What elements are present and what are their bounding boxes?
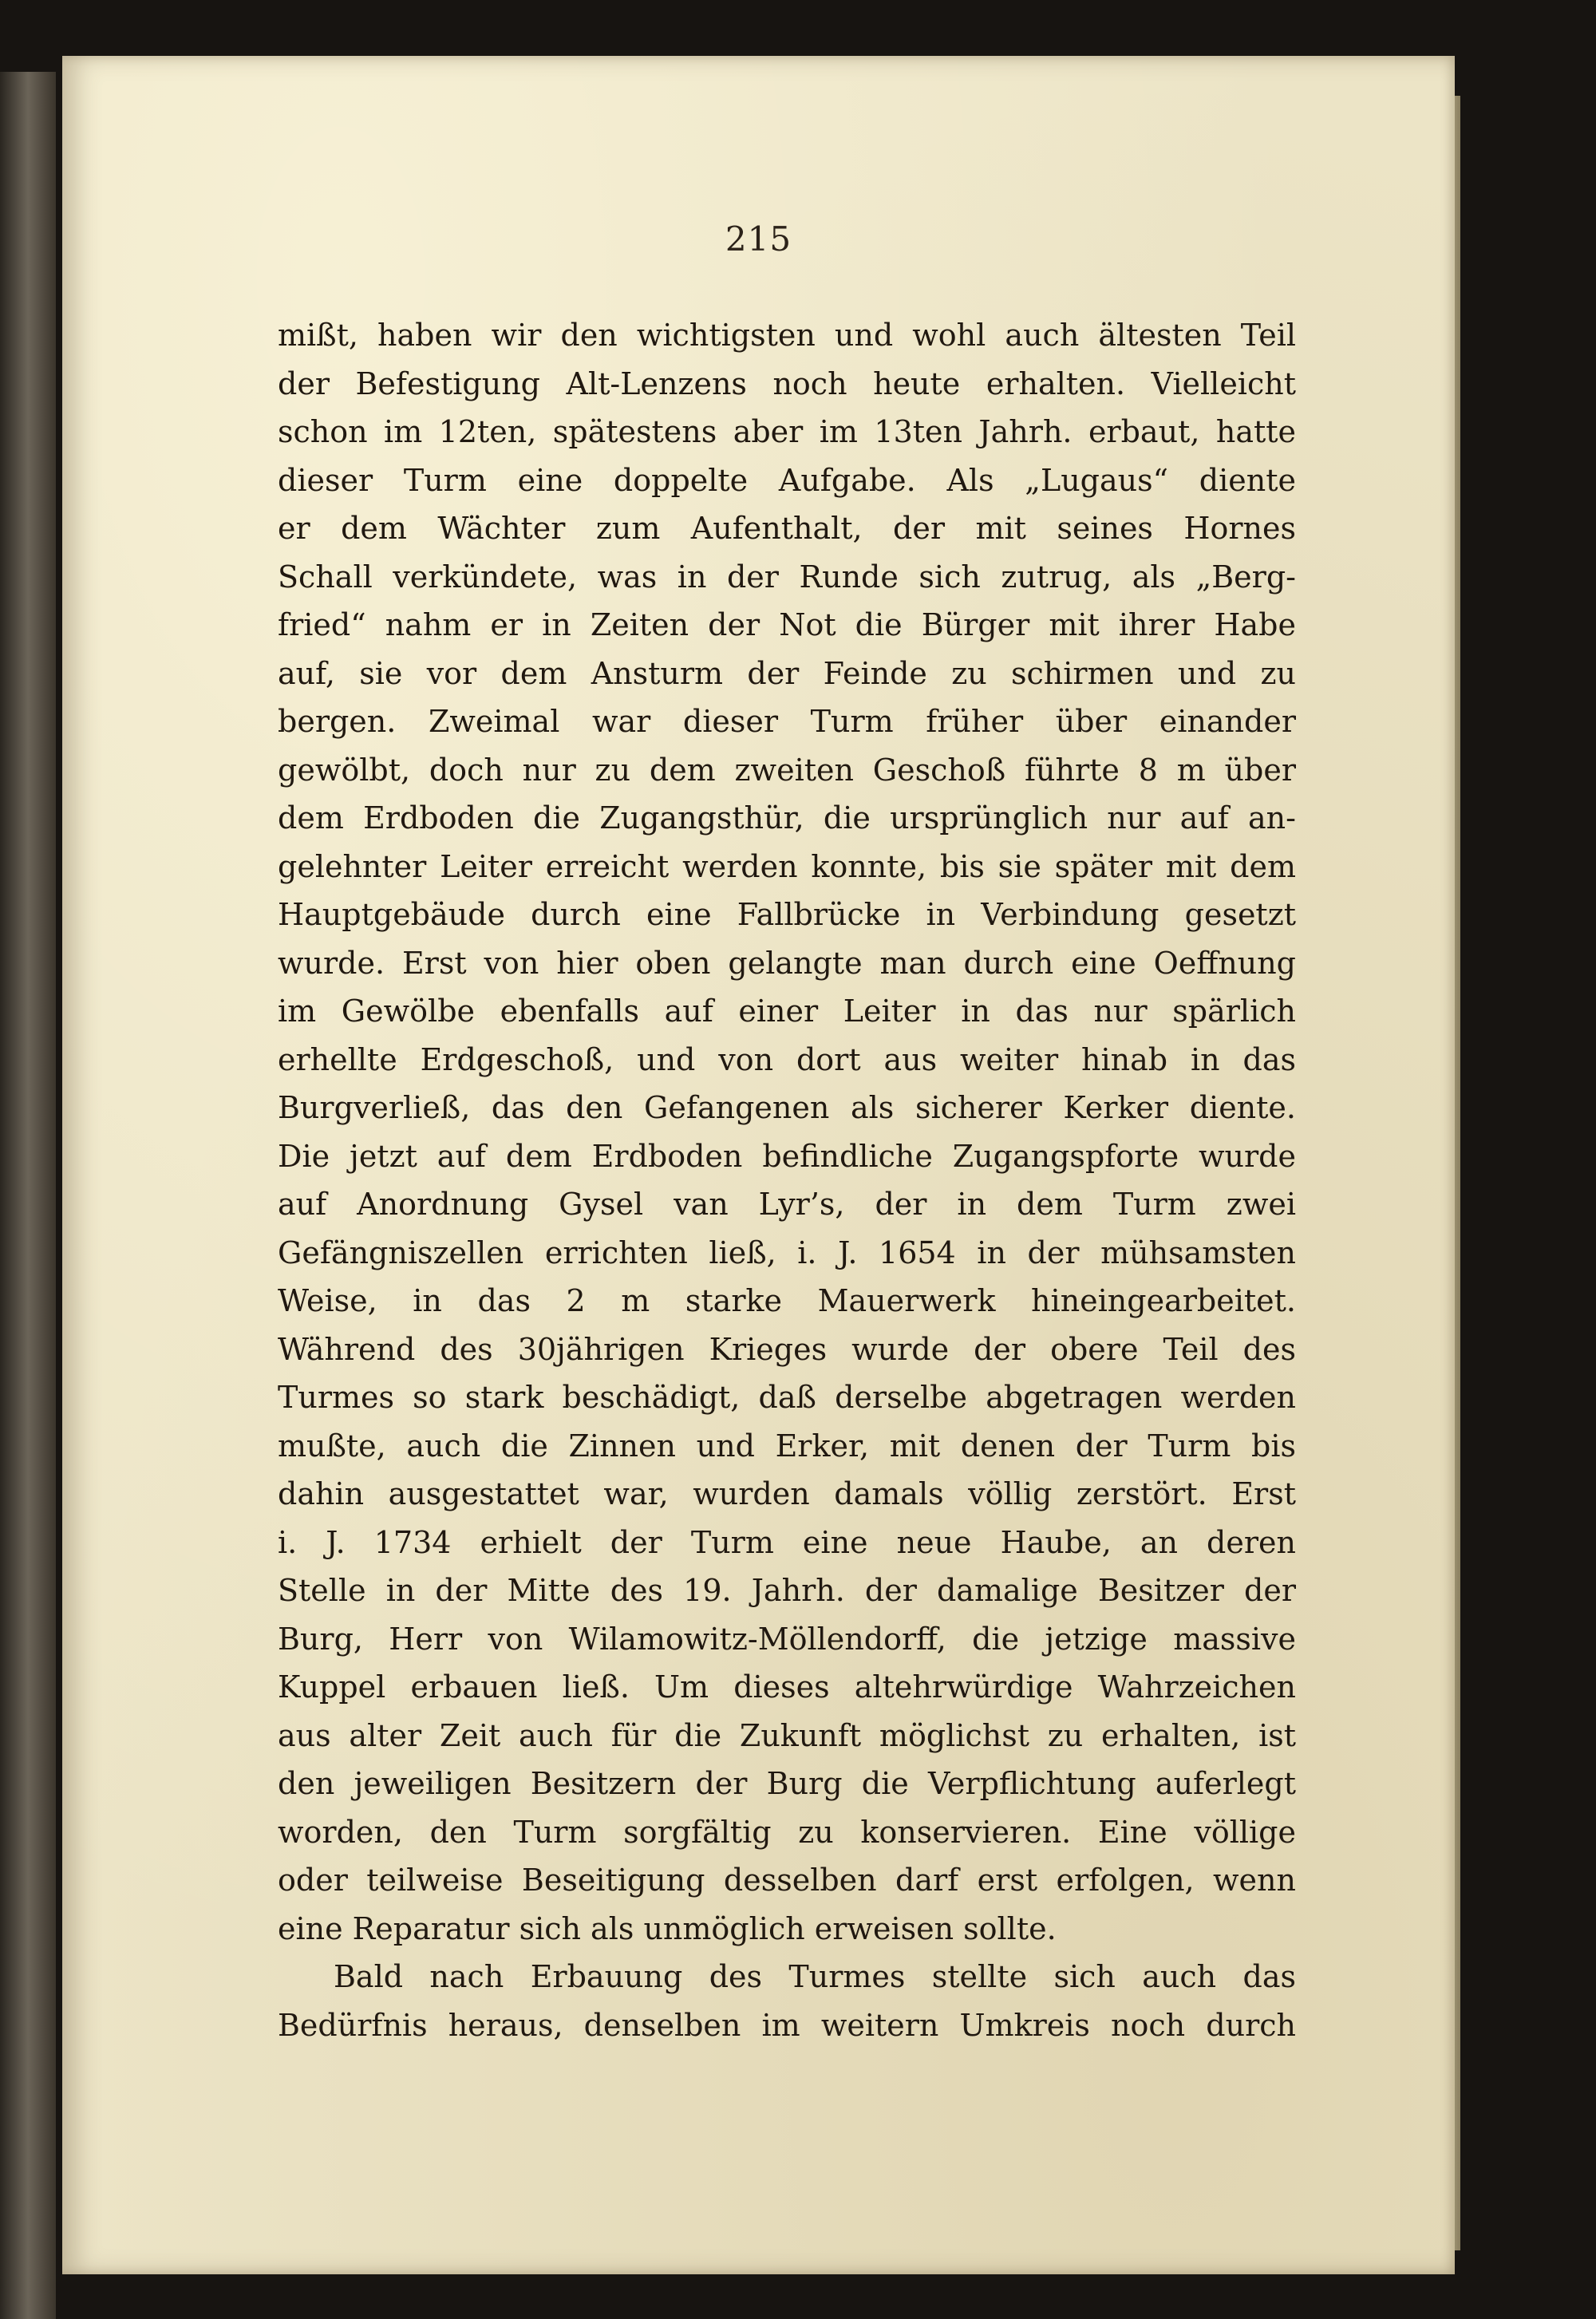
text-line: gewölbt, doch nur zu dem zweiten Geschoß führte 8 m über: [278, 752, 1296, 788]
text-line: aus alter Zeit auch für die Zukunft möglichst zu erhalten, ist: [278, 1717, 1296, 1753]
text-line: Die jetzt auf dem Erdboden befindliche Zugangspforte wurde: [278, 1138, 1296, 1174]
text-line: Bedürfnis heraus, denselben im weitern Umkreis noch durch: [278, 2007, 1296, 2043]
text-line: Hauptgebäude durch eine Fallbrücke in Verbindung gesetzt: [278, 897, 1296, 932]
book-page: [62, 56, 1455, 2274]
text-line: fried“ nahm er in Zeiten der Not die Bürger mit ihrer Habe: [278, 607, 1296, 642]
text-line: Während des 30jährigen Krieges wurde der obere Teil des: [278, 1331, 1296, 1367]
text-line: mußte, auch die Zinnen und Erker, mit denen der Turm bis: [278, 1428, 1296, 1464]
text-line: den jeweiligen Besitzern der Burg die Verpflichtung auferlegt: [278, 1766, 1296, 1801]
text-line: der Befestigung Alt-Lenzens noch heute erhalten. Vielleicht: [278, 365, 1296, 401]
text-line: Burg, Herr von Wilamowitz-Möllendorff, die jetzige massive: [278, 1621, 1296, 1657]
previous-page-edge: [0, 72, 56, 2319]
text-line: bergen. Zweimal war dieser Turm früher über einander: [278, 704, 1296, 739]
text-line: Turmes so stark beschädigt, daß derselbe abgetragen werden: [278, 1380, 1296, 1415]
text-line: erhellte Erdgeschoß, und von dort aus weiter hinab in das: [278, 1041, 1296, 1077]
body-text: [278, 311, 1296, 2049]
text-line: i. J. 1734 erhielt der Turm eine neue Haube, an deren: [278, 1524, 1296, 1560]
text-line: dahin ausgestattet war, wurden damals völlig zerstört. Erst: [278, 1476, 1296, 1511]
text-line: er dem Wächter zum Aufenthalt, der mit seines Hornes: [278, 511, 1296, 546]
text-line: Schall verkündete, was in der Runde sich zutrug, als „Berg-: [278, 559, 1296, 595]
text-line: dem Erdboden die Zugangsthür, die ursprünglich nur auf an-: [278, 800, 1296, 836]
text-line: Kuppel erbauen ließ. Um dieses altehrwürdige Wahrzeichen: [278, 1669, 1296, 1705]
page-number: 215: [725, 219, 792, 259]
text-line: im Gewölbe ebenfalls auf einer Leiter in das nur spärlich: [278, 994, 1296, 1029]
text-line: schon im 12ten, spätestens aber im 13ten Jahrh. erbaut, hatte: [278, 414, 1296, 449]
text-line: Bald nach Erbauung des Turmes stellte sich auch das: [334, 1959, 1296, 1994]
text-line: eine Reparatur sich als unmöglich erweisen sollte.: [278, 1910, 1057, 1946]
text-line: auf, sie vor dem Ansturm der Feinde zu schirmen und zu: [278, 655, 1296, 691]
text-line: Gefängniszellen errichten ließ, i. J. 1654 in der mühsamsten: [278, 1235, 1296, 1270]
text-line: mißt, haben wir den wichtigsten und wohl auch ältesten Teil: [278, 318, 1296, 353]
text-line: dieser Turm eine doppelte Aufgabe. Als „Lugaus“ diente: [278, 462, 1296, 498]
text-line: gelehnter Leiter erreicht werden konnte, bis sie später mit dem: [278, 848, 1296, 884]
text-line: wurde. Erst von hier oben gelangte man durch eine Oeffnung: [278, 945, 1296, 981]
text-line: Weise, in das 2 m starke Mauerwerk hineingearbeitet.: [278, 1283, 1296, 1318]
text-line: auf Anordnung Gysel van Lyr’s, der in dem Turm zwei: [278, 1187, 1296, 1222]
text-line: oder teilweise Beseitigung desselben darf erst erfolgen, wenn: [278, 1863, 1296, 1898]
text-line: Stelle in der Mitte des 19. Jahrh. der damalige Besitzer der: [278, 1573, 1296, 1608]
text-line: Burgverließ, das den Gefangenen als sicherer Kerker diente.: [278, 1090, 1296, 1125]
text-line: worden, den Turm sorgfältig zu konservieren. Eine völlige: [278, 1814, 1296, 1850]
